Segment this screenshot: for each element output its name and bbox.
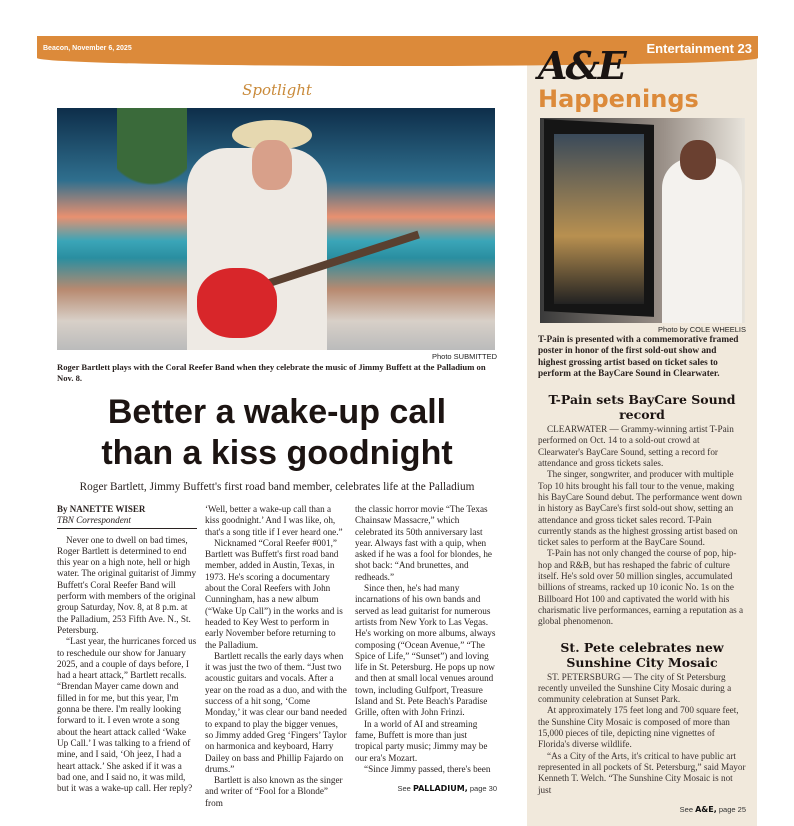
sidebar-photo-caption: T-Pain is presented with a commemorative framed poster in honor of the first sold-out show and highest grossing artist based on ticket sales to perform at the BayCare Sound in Clearwater. <box>538 335 739 379</box>
story1-body <box>538 424 746 627</box>
photo-caption: Roger Bartlett plays with the Coral Reefer Band when they celebrate the music of Jimmy Buffett at the Palladium on Nov. 8. <box>57 362 486 383</box>
paragraph: Nicknamed “Coral Reefer #001,” Bartlett was Buffett's first road band member, added in Austin, Texas, in 1973. He's scoring a documentary about the Coral Reefers with John Cunningham, has a new album (“Wake Up Call”) in the works and is headed to Key West to perform in early November before returning to the Palladium. <box>205 537 343 650</box>
paragraph: The singer, songwriter, and producer with multiple Top 10 hits brought his fall tour to the venue, making his BayCare Sound debut. The performance went down in history as BayCare's first sold-out show, setting an attendance and gross ticket sales record. T-Pain currently stands as the highest grossing artist based on ticket sales to perform at the BayCare Sound. <box>538 469 742 548</box>
article-column-3 <box>355 504 497 809</box>
story2-body <box>538 672 746 796</box>
deck: Roger Bartlett, Jimmy Buffett's first road band member, celebrates life at the Palladium <box>79 481 475 493</box>
section-label: Spotlight <box>242 81 312 99</box>
paragraph: “As a City of the Arts, it's critical to have public art represented in all pockets of St. Petersburg,” said Mayor Kenneth T. Welch. “The Sunshine City Mosaic is not just <box>538 750 746 795</box>
paragraph: Never one to dwell on bad times, Roger Bartlett is determined to end this year on a high note, hell or high water. The original guitarist of Jimmy Buffett's Coral Reefer Band will perform with members of the original group Saturday, Nov. 8, at 8 p.m. at the Palladium, 253 Fifth Ave. N., St. Petersburg. <box>57 534 197 635</box>
byline-role: TBN Correspondent <box>57 515 197 528</box>
paragraph: “Last year, the hurricanes forced us to reschedule our show for January 2025, and a couple of days before, I had a heart attack,” Bartlett recalls. “Brendan Mayer came down and filled in for me, but this year, I'm gonna be there. I'm really looking forward to it. I even wrote a song about the heart attack called ‘Wake Up Call.’ I was talking to a friend of mine, and I said, ‘Oh jeez, I had a heart attack.’ She asked if it was a bad one, and I said no, it was mild, but it was a wake-up call. Her reply? <box>57 636 197 794</box>
story1-headline: T-Pain sets BayCare Sound record <box>548 392 736 423</box>
paragraph: At approximately 175 feet long and 700 square feet, the Sunshine City Mosaic is composed of more than 15,000 pieces of tile, depicting nine vignettes of Florida's diverse wildlife. <box>538 705 739 750</box>
article-column-1 <box>57 504 197 809</box>
issue-date: Beacon, November 6, 2025 <box>43 45 132 52</box>
paragraph: T-Pain has not only changed the course of pop, hip-hop and R&B, but has reshaped the fabric of culture itself. He's sold over 50 million singles, accumulated billions of streams, racked up 10 iconic No. 1s on the Billboard Hot 100 and captivated the world with his charismatic live performances, earning a reputation as a global phenomenon. <box>538 548 744 627</box>
headline-line-1: Better a wake-up call <box>107 393 447 431</box>
sidebar-panel <box>527 58 757 826</box>
byline: By NANETTE WISER <box>57 504 146 514</box>
paragraph: Bartlett is also known as the singer and writer of “Fool for a Blonde” from <box>205 775 343 808</box>
main-photo <box>57 108 495 350</box>
sidebar-jump-line[interactable]: See A&E, page 25 <box>679 804 746 814</box>
headline <box>57 392 497 474</box>
paragraph: “Since Jimmy passed, there's been <box>364 763 491 774</box>
photo-credit: Photo SUBMITTED <box>431 352 497 361</box>
article-columns <box>57 504 497 809</box>
story2-headline <box>538 640 746 670</box>
sidebar-photo <box>540 118 745 323</box>
page-header-banner <box>37 36 758 66</box>
headline-line-2: than a kiss goodnight <box>101 434 453 472</box>
article-column-2 <box>205 504 347 809</box>
jump-line[interactable]: See PALLADIUM, page 30 <box>397 784 497 794</box>
paragraph: the classic horror movie “The Texas Chainsaw Massacre,” which celebrated its 50th anniversary last year. Always fast with a quip, when asked if he was a fool for blondes, he shot back: “And brunettes, and redheads.” <box>355 504 493 582</box>
paragraph: In a world of AI and streaming fame, Buffett is more than just tropical party music; Jimmy may be our era's Mozart. <box>355 718 488 763</box>
story2-headline-line-1: St. Pete celebrates new <box>560 639 724 655</box>
paragraph: CLEARWATER — Grammy-winning artist T-Pain performed on Oct. 14 to a sold-out crowd at Clearwater's BayCare Sound, setting a record for attendance and gross tickets sales. <box>538 424 734 469</box>
happenings-title: Happenings <box>538 85 699 113</box>
paragraph: Bartlett recalls the early days when it was just the two of them. “Just two acoustic guitars and vocals. After a year on the road as a duo, and with the success of a hit song, ‘Come Monday,’ it was clear our band needed to expand to play the bigger venues, so Jimmy added Greg ‘Fingers’ Taylor on harmonica and keyboard, Harry Dailey on bass and Phillip Fajardo on drums.” <box>205 650 347 774</box>
paragraph: ‘Well, better a wake-up call than a kiss goodnight.’ And I was like, oh, that's a song title if I ever heard one.” <box>205 504 343 537</box>
story2-headline-line-2: Sunshine City Mosaic <box>566 654 718 670</box>
ae-logo: A&E <box>538 43 625 88</box>
paragraph: Since then, he's had many incarnations of his own bands and served as lead guitarist for numerous artists from New York to Las Vegas. He's working on more albums, always composing (“Ocean Avenue,” “The Spice of Life,” “Sunset”) and loving life in St. Petersburg. He pops up now and then at small local venues around town, including Gulfport, Treasure Island and St. Pete Beach's Paradise Grille, often with John Frinzi. <box>355 583 496 718</box>
section-page-number: Entertainment 23 <box>646 41 752 56</box>
main-story <box>57 78 497 809</box>
paragraph: ST. PETERSBURG — The city of St Petersburg recently unveiled the Sunshine City Mosaic during a community celebration at Sunset Park. <box>538 671 732 705</box>
sidebar-photo-credit: Photo by COLE WHEELIS <box>658 325 746 334</box>
